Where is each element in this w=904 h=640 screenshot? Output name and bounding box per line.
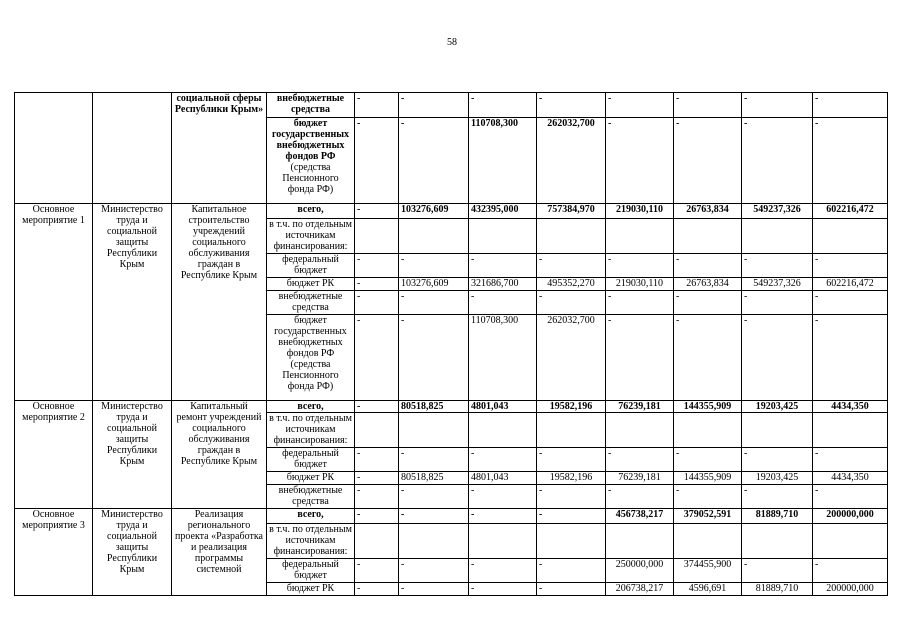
value-cell: -: [355, 583, 399, 596]
value-cell: 19582,196: [537, 401, 606, 413]
value-cell: 110708,300: [469, 315, 537, 401]
executor-cell: Министерство труда и социальной защиты Республики Крым: [93, 401, 172, 509]
value-cell: 26763,834: [674, 278, 742, 291]
value-cell: 103276,609: [399, 204, 469, 219]
value-cell: -: [355, 448, 399, 472]
value-cell: 549237,326: [742, 278, 813, 291]
value-cell: -: [606, 315, 674, 401]
value-cell: -: [537, 559, 606, 583]
empty-cell: [674, 524, 742, 559]
value-cell: -: [674, 93, 742, 118]
empty-cell: [606, 524, 674, 559]
value-cell: -: [469, 583, 537, 596]
value-cell: -: [537, 509, 606, 524]
value-cell: -: [399, 291, 469, 315]
value-cell: 200000,000: [813, 509, 888, 524]
event-cell: Основное мероприятие 2: [15, 401, 93, 509]
value-cell: -: [674, 315, 742, 401]
value-cell: 321686,700: [469, 278, 537, 291]
value-cell: -: [399, 315, 469, 401]
program-name-cell: Реализация регионального проекта «Разработка и реализация программы системной: [172, 509, 267, 596]
value-cell: 103276,609: [399, 278, 469, 291]
value-cell: -: [355, 472, 399, 485]
empty-cell: [537, 524, 606, 559]
empty-cell: [674, 413, 742, 448]
empty-cell: [537, 219, 606, 254]
value-cell: 4434,350: [813, 472, 888, 485]
value-cell: -: [813, 93, 888, 118]
value-cell: -: [469, 254, 537, 278]
value-cell: -: [537, 583, 606, 596]
empty-cell: [742, 413, 813, 448]
table-row: [15, 401, 888, 413]
table-row: [15, 509, 888, 524]
empty-cell: [742, 219, 813, 254]
value-cell: -: [537, 485, 606, 509]
empty-cell: [606, 219, 674, 254]
source-cell: федеральный бюджет: [267, 448, 355, 472]
source-cell: всего,: [267, 401, 355, 413]
value-cell: -: [537, 93, 606, 118]
source-cell: в т.ч. по отдельным источникам финансирования:: [267, 524, 355, 559]
value-cell: -: [355, 254, 399, 278]
source-cell: всего,: [267, 509, 355, 524]
source-label: бюджет государственных внебюджетных фондов РФ: [271, 118, 350, 162]
value-cell: 456738,217: [606, 509, 674, 524]
value-cell: -: [355, 401, 399, 413]
value-cell: 495352,270: [537, 278, 606, 291]
value-cell: -: [742, 485, 813, 509]
value-cell: -: [813, 291, 888, 315]
value-cell: -: [355, 204, 399, 219]
value-cell: 19203,425: [742, 472, 813, 485]
empty-cell: [742, 524, 813, 559]
value-cell: 76239,181: [606, 472, 674, 485]
page-number: 58: [447, 37, 457, 48]
value-cell: 26763,834: [674, 204, 742, 219]
source-cell: бюджет РК: [267, 472, 355, 485]
empty-cell: [469, 524, 537, 559]
value-cell: -: [742, 291, 813, 315]
source-cell: федеральный бюджет: [267, 559, 355, 583]
value-cell: -: [355, 93, 399, 118]
source-cell: [267, 118, 355, 204]
value-cell: -: [742, 93, 813, 118]
value-cell: 110708,300: [469, 118, 537, 204]
value-cell: 602216,472: [813, 278, 888, 291]
empty-cell: [813, 219, 888, 254]
value-cell: 262032,700: [537, 315, 606, 401]
value-cell: -: [399, 583, 469, 596]
empty-cell: [399, 413, 469, 448]
value-cell: -: [742, 118, 813, 204]
value-cell: -: [813, 118, 888, 204]
source-cell: внебюджетные средства: [267, 93, 355, 118]
value-cell: 432395,000: [469, 204, 537, 219]
program-name-tail: социальной сферы Республики Крым»: [172, 93, 267, 204]
value-cell: 262032,700: [537, 118, 606, 204]
value-cell: -: [355, 315, 399, 401]
value-cell: -: [813, 254, 888, 278]
value-cell: -: [355, 559, 399, 583]
value-cell: -: [355, 509, 399, 524]
value-cell: -: [469, 509, 537, 524]
value-cell: 80518,825: [399, 472, 469, 485]
empty-cell: [355, 413, 399, 448]
table-row: [15, 93, 888, 118]
value-cell: -: [537, 291, 606, 315]
value-cell: -: [469, 485, 537, 509]
empty-cell: [355, 219, 399, 254]
executor-cell: Министерство труда и социальной защиты Республики Крым: [93, 204, 172, 401]
value-cell: -: [399, 118, 469, 204]
value-cell: 4596,691: [674, 583, 742, 596]
empty-cell: [399, 219, 469, 254]
value-cell: -: [469, 559, 537, 583]
value-cell: -: [813, 485, 888, 509]
value-cell: -: [606, 485, 674, 509]
value-cell: -: [742, 448, 813, 472]
value-cell: 374455,900: [674, 559, 742, 583]
value-cell: 144355,909: [674, 472, 742, 485]
empty-cell: [537, 413, 606, 448]
source-cell: бюджет государственных внебюджетных фондов РФ (средства Пенсионного фонда РФ): [267, 315, 355, 401]
value-cell: 219030,110: [606, 278, 674, 291]
value-cell: -: [355, 485, 399, 509]
value-cell: -: [606, 291, 674, 315]
value-cell: 19203,425: [742, 401, 813, 413]
source-cell: бюджет РК: [267, 583, 355, 596]
source-cell: федеральный бюджет: [267, 254, 355, 278]
value-cell: 379052,591: [674, 509, 742, 524]
source-cell: внебюджетные средства: [267, 485, 355, 509]
source-cell: всего,: [267, 204, 355, 219]
source-cell: внебюджетные средства: [267, 291, 355, 315]
value-cell: 549237,326: [742, 204, 813, 219]
value-cell: -: [469, 93, 537, 118]
value-cell: -: [399, 448, 469, 472]
empty-cell: [355, 524, 399, 559]
executor-cell: Министерство труда и социальной защиты Республики Крым: [93, 509, 172, 596]
value-cell: -: [606, 254, 674, 278]
value-cell: 81889,710: [742, 583, 813, 596]
value-cell: -: [469, 291, 537, 315]
value-cell: -: [399, 254, 469, 278]
value-cell: -: [674, 254, 742, 278]
event-cell: Основное мероприятие 1: [15, 204, 93, 401]
value-cell: 144355,909: [674, 401, 742, 413]
value-cell: 757384,970: [537, 204, 606, 219]
source-cell: бюджет РК: [267, 278, 355, 291]
value-cell: -: [606, 118, 674, 204]
value-cell: -: [813, 315, 888, 401]
value-cell: -: [813, 448, 888, 472]
value-cell: -: [742, 315, 813, 401]
empty-cell: [469, 413, 537, 448]
value-cell: 250000,000: [606, 559, 674, 583]
value-cell: -: [813, 559, 888, 583]
empty-cell: [469, 219, 537, 254]
source-cell: в т.ч. по отдельным источникам финансирования:: [267, 219, 355, 254]
table-row: [15, 204, 888, 219]
value-cell: -: [606, 448, 674, 472]
value-cell: -: [355, 291, 399, 315]
value-cell: 76239,181: [606, 401, 674, 413]
value-cell: -: [606, 93, 674, 118]
value-cell: -: [674, 485, 742, 509]
empty-cell: [606, 413, 674, 448]
event-cell: Основное мероприятие 3: [15, 509, 93, 596]
source-note: (средства Пенсионного фонда РФ): [282, 162, 339, 195]
value-cell: -: [399, 509, 469, 524]
value-cell: 4434,350: [813, 401, 888, 413]
value-cell: 19582,196: [537, 472, 606, 485]
value-cell: -: [399, 93, 469, 118]
program-name-cell: Капитальное строительство учреждений социального обслуживания граждан в Республике Крым: [172, 204, 267, 401]
budget-table: [14, 92, 888, 596]
empty-cell: [674, 219, 742, 254]
value-cell: 219030,110: [606, 204, 674, 219]
empty-cell: [813, 413, 888, 448]
value-cell: -: [742, 559, 813, 583]
value-cell: -: [537, 448, 606, 472]
empty-cell: [399, 524, 469, 559]
executor-cell-empty: [93, 93, 172, 204]
value-cell: -: [674, 291, 742, 315]
value-cell: 81889,710: [742, 509, 813, 524]
source-cell: в т.ч. по отдельным источникам финансирования:: [267, 413, 355, 448]
value-cell: -: [674, 118, 742, 204]
value-cell: -: [355, 278, 399, 291]
value-cell: -: [399, 485, 469, 509]
value-cell: -: [742, 254, 813, 278]
value-cell: 200000,000: [813, 583, 888, 596]
program-name-cell: Капитальный ремонт учреждений социального обслуживания граждан в Республике Крым: [172, 401, 267, 509]
event-cell-empty: [15, 93, 93, 204]
value-cell: -: [537, 254, 606, 278]
value-cell: 4801,043: [469, 472, 537, 485]
value-cell: 206738,217: [606, 583, 674, 596]
value-cell: -: [355, 118, 399, 204]
value-cell: -: [674, 448, 742, 472]
value-cell: 80518,825: [399, 401, 469, 413]
value-cell: -: [399, 559, 469, 583]
value-cell: 4801,043: [469, 401, 537, 413]
empty-cell: [813, 524, 888, 559]
value-cell: 602216,472: [813, 204, 888, 219]
value-cell: -: [469, 448, 537, 472]
